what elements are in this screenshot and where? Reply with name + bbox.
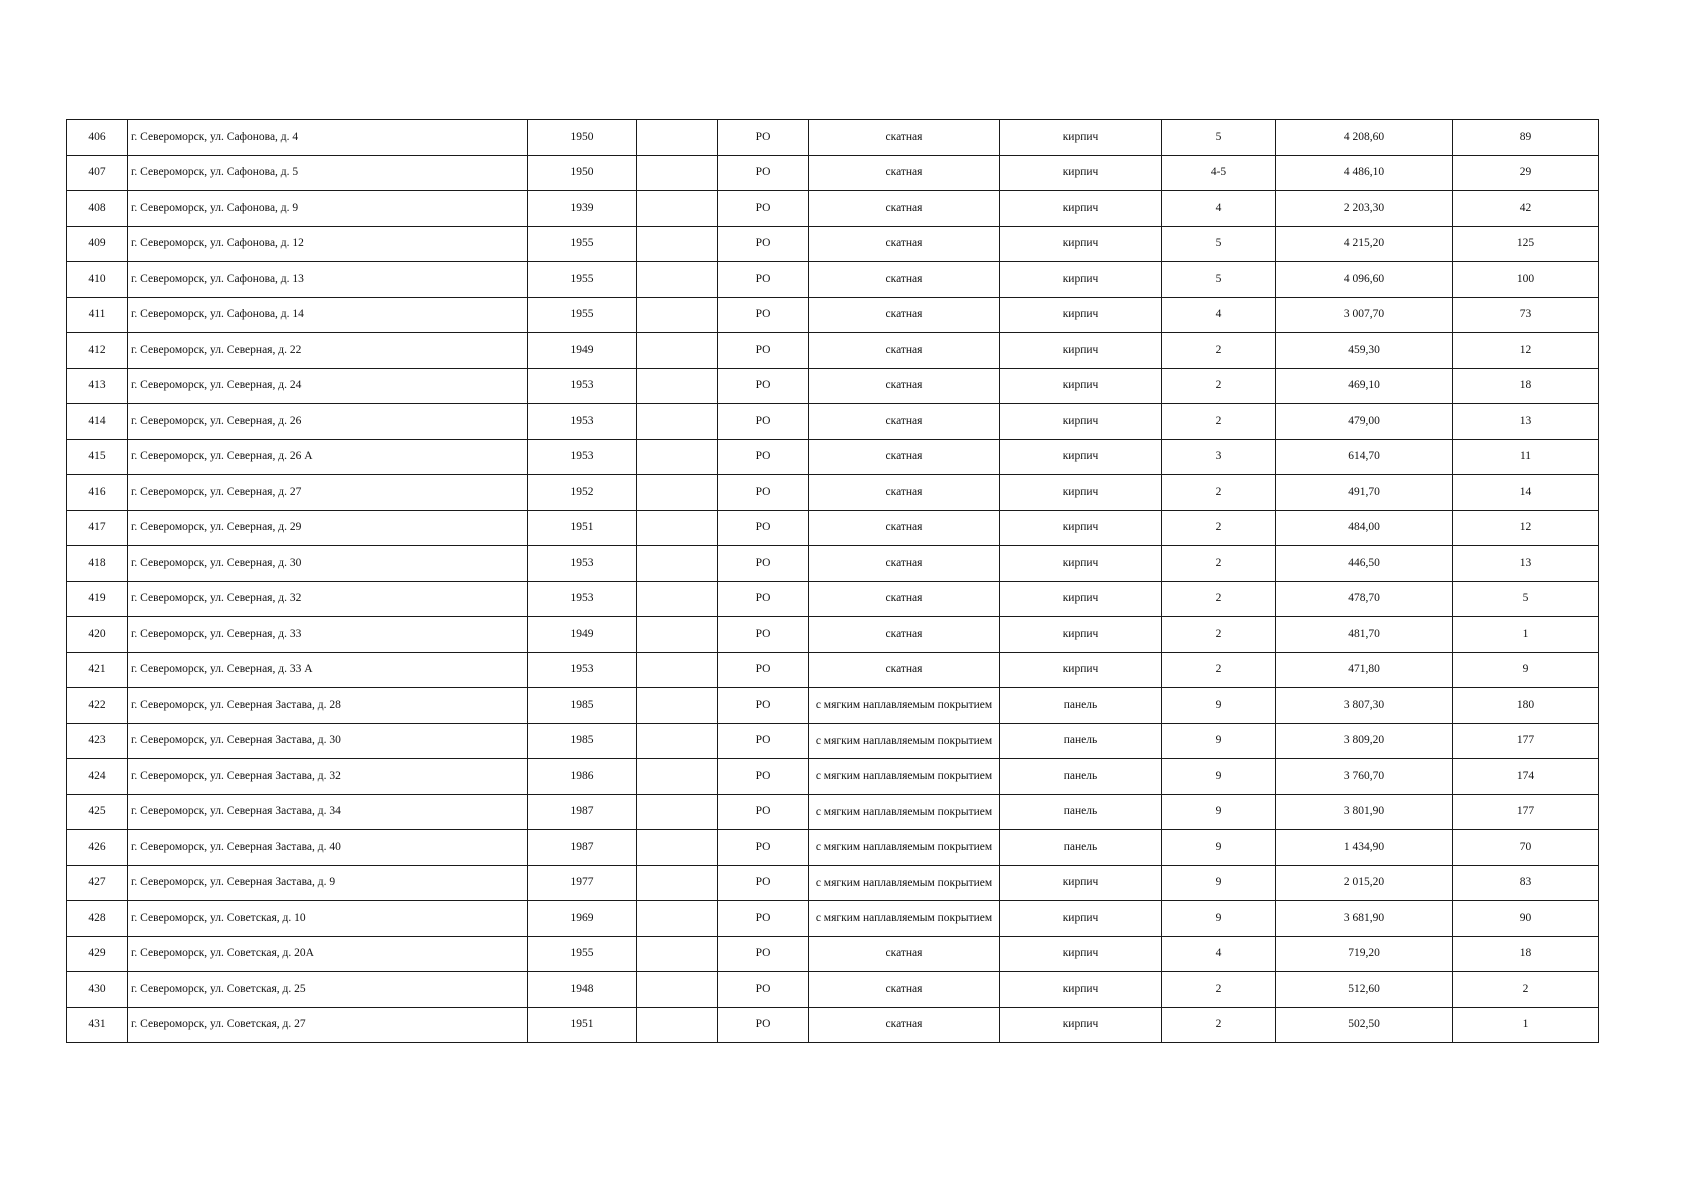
row-number-cell: 419 (67, 581, 128, 617)
area-cell: 3 809,20 (1276, 723, 1453, 759)
floors-cell: 3 (1162, 439, 1276, 475)
table-row (67, 901, 1599, 937)
residents-cell: 90 (1453, 901, 1599, 937)
empty-cell (637, 439, 718, 475)
floors-cell: 2 (1162, 617, 1276, 653)
residents-cell: 125 (1453, 226, 1599, 262)
empty-cell (637, 759, 718, 795)
address-cell: г. Североморск, ул. Советская, д. 25 (128, 972, 528, 1008)
table-row (67, 262, 1599, 298)
wall-material-cell: панель (1000, 688, 1162, 724)
program-cell: РО (718, 546, 809, 582)
empty-cell (637, 794, 718, 830)
program-cell: РО (718, 830, 809, 866)
wall-material-cell: кирпич (1000, 404, 1162, 440)
roof-type-cell: скатная (809, 333, 1000, 369)
year-built-cell: 1949 (528, 617, 637, 653)
table-row (67, 830, 1599, 866)
residents-cell: 18 (1453, 368, 1599, 404)
roof-type-cell: скатная (809, 226, 1000, 262)
table-row (67, 865, 1599, 901)
program-cell: РО (718, 617, 809, 653)
program-cell: РО (718, 297, 809, 333)
year-built-cell: 1977 (528, 865, 637, 901)
year-built-cell: 1951 (528, 510, 637, 546)
floors-cell: 2 (1162, 404, 1276, 440)
address-cell: г. Североморск, ул. Северная Застава, д. 40 (128, 830, 528, 866)
address-cell: г. Североморск, ул. Северная, д. 26 А (128, 439, 528, 475)
wall-material-cell: кирпич (1000, 155, 1162, 191)
address-cell: г. Североморск, ул. Северная Застава, д. 9 (128, 865, 528, 901)
floors-cell: 2 (1162, 510, 1276, 546)
address-cell: г. Североморск, ул. Северная Застава, д. 28 (128, 688, 528, 724)
area-cell: 471,80 (1276, 652, 1453, 688)
empty-cell (637, 865, 718, 901)
address-cell: г. Североморск, ул. Северная, д. 30 (128, 546, 528, 582)
roof-type-cell: скатная (809, 972, 1000, 1008)
program-cell: РО (718, 865, 809, 901)
table-body (67, 120, 1599, 1043)
year-built-cell: 1987 (528, 794, 637, 830)
roof-type-cell: скатная (809, 936, 1000, 972)
area-cell: 512,60 (1276, 972, 1453, 1008)
floors-cell: 9 (1162, 723, 1276, 759)
row-number-cell: 406 (67, 120, 128, 156)
row-number-cell: 409 (67, 226, 128, 262)
residents-cell: 70 (1453, 830, 1599, 866)
area-cell: 3 681,90 (1276, 901, 1453, 937)
residents-cell: 83 (1453, 865, 1599, 901)
area-cell: 478,70 (1276, 581, 1453, 617)
row-number-cell: 407 (67, 155, 128, 191)
address-cell: г. Североморск, ул. Сафонова, д. 5 (128, 155, 528, 191)
empty-cell (637, 901, 718, 937)
table-row (67, 226, 1599, 262)
program-cell: РО (718, 439, 809, 475)
area-cell: 4 208,60 (1276, 120, 1453, 156)
area-cell: 481,70 (1276, 617, 1453, 653)
wall-material-cell: кирпич (1000, 972, 1162, 1008)
address-cell: г. Североморск, ул. Северная Застава, д. 32 (128, 759, 528, 795)
address-cell: г. Североморск, ул. Северная, д. 22 (128, 333, 528, 369)
address-cell: г. Североморск, ул. Северная, д. 32 (128, 581, 528, 617)
empty-cell (637, 581, 718, 617)
program-cell: РО (718, 333, 809, 369)
floors-cell: 9 (1162, 688, 1276, 724)
residents-cell: 12 (1453, 510, 1599, 546)
row-number-cell: 430 (67, 972, 128, 1008)
row-number-cell: 416 (67, 475, 128, 511)
row-number-cell: 431 (67, 1007, 128, 1043)
floors-cell: 9 (1162, 759, 1276, 795)
year-built-cell: 1951 (528, 1007, 637, 1043)
residents-cell: 42 (1453, 191, 1599, 227)
program-cell: РО (718, 191, 809, 227)
area-cell: 1 434,90 (1276, 830, 1453, 866)
residents-cell: 11 (1453, 439, 1599, 475)
wall-material-cell: кирпич (1000, 333, 1162, 369)
program-cell: РО (718, 510, 809, 546)
table-row (67, 155, 1599, 191)
empty-cell (637, 972, 718, 1008)
program-cell: РО (718, 226, 809, 262)
table-row (67, 617, 1599, 653)
row-number-cell: 422 (67, 688, 128, 724)
residents-cell: 180 (1453, 688, 1599, 724)
area-cell: 469,10 (1276, 368, 1453, 404)
roof-type-cell: скатная (809, 510, 1000, 546)
table-row (67, 723, 1599, 759)
address-cell: г. Североморск, ул. Сафонова, д. 9 (128, 191, 528, 227)
empty-cell (637, 688, 718, 724)
year-built-cell: 1949 (528, 333, 637, 369)
row-number-cell: 423 (67, 723, 128, 759)
address-cell: г. Североморск, ул. Северная, д. 29 (128, 510, 528, 546)
floors-cell: 9 (1162, 794, 1276, 830)
table-row (67, 581, 1599, 617)
year-built-cell: 1948 (528, 972, 637, 1008)
wall-material-cell: кирпич (1000, 617, 1162, 653)
wall-material-cell: кирпич (1000, 226, 1162, 262)
area-cell: 614,70 (1276, 439, 1453, 475)
floors-cell: 2 (1162, 475, 1276, 511)
roof-type-cell: с мягким наплавляемым покрытием (809, 794, 1000, 830)
year-built-cell: 1969 (528, 901, 637, 937)
roof-type-cell: с мягким наплавляемым покрытием (809, 830, 1000, 866)
wall-material-cell: кирпич (1000, 581, 1162, 617)
area-cell: 459,30 (1276, 333, 1453, 369)
roof-type-cell: скатная (809, 581, 1000, 617)
area-cell: 446,50 (1276, 546, 1453, 582)
program-cell: РО (718, 759, 809, 795)
empty-cell (637, 830, 718, 866)
residents-cell: 100 (1453, 262, 1599, 298)
roof-type-cell: скатная (809, 546, 1000, 582)
year-built-cell: 1987 (528, 830, 637, 866)
year-built-cell: 1950 (528, 155, 637, 191)
year-built-cell: 1953 (528, 652, 637, 688)
table-row (67, 794, 1599, 830)
year-built-cell: 1955 (528, 226, 637, 262)
empty-cell (637, 617, 718, 653)
wall-material-cell: кирпич (1000, 1007, 1162, 1043)
year-built-cell: 1953 (528, 368, 637, 404)
roof-type-cell: скатная (809, 191, 1000, 227)
wall-material-cell: кирпич (1000, 936, 1162, 972)
empty-cell (637, 546, 718, 582)
wall-material-cell: кирпич (1000, 865, 1162, 901)
residents-cell: 13 (1453, 546, 1599, 582)
floors-cell: 4 (1162, 297, 1276, 333)
floors-cell: 2 (1162, 546, 1276, 582)
empty-cell (637, 1007, 718, 1043)
roof-type-cell: с мягким наплавляемым покрытием (809, 688, 1000, 724)
floors-cell: 5 (1162, 120, 1276, 156)
empty-cell (637, 333, 718, 369)
floors-cell: 9 (1162, 865, 1276, 901)
program-cell: РО (718, 1007, 809, 1043)
table-row (67, 546, 1599, 582)
roof-type-cell: скатная (809, 1007, 1000, 1043)
program-cell: РО (718, 652, 809, 688)
year-built-cell: 1953 (528, 439, 637, 475)
empty-cell (637, 262, 718, 298)
floors-cell: 2 (1162, 1007, 1276, 1043)
wall-material-cell: кирпич (1000, 475, 1162, 511)
table-row (67, 191, 1599, 227)
area-cell: 3 807,30 (1276, 688, 1453, 724)
wall-material-cell: панель (1000, 830, 1162, 866)
year-built-cell: 1955 (528, 297, 637, 333)
residents-cell: 5 (1453, 581, 1599, 617)
address-cell: г. Североморск, ул. Советская, д. 20А (128, 936, 528, 972)
program-cell: РО (718, 262, 809, 298)
program-cell: РО (718, 368, 809, 404)
wall-material-cell: панель (1000, 723, 1162, 759)
residents-cell: 14 (1453, 475, 1599, 511)
address-cell: г. Североморск, ул. Советская, д. 27 (128, 1007, 528, 1043)
address-cell: г. Североморск, ул. Северная Застава, д. 34 (128, 794, 528, 830)
roof-type-cell: скатная (809, 368, 1000, 404)
table-row (67, 120, 1599, 156)
program-cell: РО (718, 972, 809, 1008)
wall-material-cell: кирпич (1000, 439, 1162, 475)
empty-cell (637, 652, 718, 688)
area-cell: 4 486,10 (1276, 155, 1453, 191)
wall-material-cell: кирпич (1000, 652, 1162, 688)
address-cell: г. Североморск, ул. Северная Застава, д. 30 (128, 723, 528, 759)
residents-cell: 2 (1453, 972, 1599, 1008)
wall-material-cell: кирпич (1000, 191, 1162, 227)
residents-cell: 9 (1453, 652, 1599, 688)
row-number-cell: 426 (67, 830, 128, 866)
roof-type-cell: с мягким наплавляемым покрытием (809, 865, 1000, 901)
address-cell: г. Североморск, ул. Сафонова, д. 14 (128, 297, 528, 333)
residents-cell: 29 (1453, 155, 1599, 191)
floors-cell: 2 (1162, 972, 1276, 1008)
residents-cell: 13 (1453, 404, 1599, 440)
address-cell: г. Североморск, ул. Северная, д. 27 (128, 475, 528, 511)
area-cell: 491,70 (1276, 475, 1453, 511)
residents-cell: 174 (1453, 759, 1599, 795)
empty-cell (637, 936, 718, 972)
roof-type-cell: скатная (809, 617, 1000, 653)
address-cell: г. Североморск, ул. Сафонова, д. 13 (128, 262, 528, 298)
wall-material-cell: кирпич (1000, 262, 1162, 298)
row-number-cell: 420 (67, 617, 128, 653)
row-number-cell: 415 (67, 439, 128, 475)
address-cell: г. Североморск, ул. Северная, д. 33 А (128, 652, 528, 688)
roof-type-cell: скатная (809, 404, 1000, 440)
program-cell: РО (718, 155, 809, 191)
floors-cell: 4-5 (1162, 155, 1276, 191)
empty-cell (637, 155, 718, 191)
wall-material-cell: кирпич (1000, 901, 1162, 937)
floors-cell: 2 (1162, 368, 1276, 404)
address-cell: г. Североморск, ул. Сафонова, д. 4 (128, 120, 528, 156)
table-row (67, 368, 1599, 404)
row-number-cell: 417 (67, 510, 128, 546)
area-cell: 2 015,20 (1276, 865, 1453, 901)
empty-cell (637, 120, 718, 156)
row-number-cell: 408 (67, 191, 128, 227)
roof-type-cell: скатная (809, 155, 1000, 191)
year-built-cell: 1953 (528, 546, 637, 582)
residents-cell: 89 (1453, 120, 1599, 156)
program-cell: РО (718, 475, 809, 511)
program-cell: РО (718, 688, 809, 724)
program-cell: РО (718, 723, 809, 759)
area-cell: 484,00 (1276, 510, 1453, 546)
row-number-cell: 414 (67, 404, 128, 440)
year-built-cell: 1986 (528, 759, 637, 795)
table-row (67, 333, 1599, 369)
row-number-cell: 412 (67, 333, 128, 369)
floors-cell: 4 (1162, 936, 1276, 972)
residents-cell: 177 (1453, 794, 1599, 830)
floors-cell: 9 (1162, 901, 1276, 937)
wall-material-cell: панель (1000, 759, 1162, 795)
row-number-cell: 424 (67, 759, 128, 795)
area-cell: 3 760,70 (1276, 759, 1453, 795)
table-row (67, 404, 1599, 440)
area-cell: 3 801,90 (1276, 794, 1453, 830)
empty-cell (637, 191, 718, 227)
address-cell: г. Североморск, ул. Сафонова, д. 12 (128, 226, 528, 262)
year-built-cell: 1985 (528, 723, 637, 759)
residents-cell: 73 (1453, 297, 1599, 333)
program-cell: РО (718, 581, 809, 617)
empty-cell (637, 510, 718, 546)
empty-cell (637, 404, 718, 440)
area-cell: 4 096,60 (1276, 262, 1453, 298)
roof-type-cell: скатная (809, 262, 1000, 298)
table-row (67, 1007, 1599, 1043)
residents-cell: 18 (1453, 936, 1599, 972)
program-cell: РО (718, 901, 809, 937)
floors-cell: 2 (1162, 581, 1276, 617)
residents-cell: 1 (1453, 1007, 1599, 1043)
table-row (67, 759, 1599, 795)
roof-type-cell: с мягким наплавляемым покрытием (809, 759, 1000, 795)
wall-material-cell: кирпич (1000, 368, 1162, 404)
year-built-cell: 1985 (528, 688, 637, 724)
roof-type-cell: с мягким наплавляемым покрытием (809, 901, 1000, 937)
table-row (67, 972, 1599, 1008)
roof-type-cell: скатная (809, 652, 1000, 688)
program-cell: РО (718, 794, 809, 830)
wall-material-cell: кирпич (1000, 297, 1162, 333)
floors-cell: 2 (1162, 333, 1276, 369)
row-number-cell: 429 (67, 936, 128, 972)
area-cell: 719,20 (1276, 936, 1453, 972)
program-cell: РО (718, 404, 809, 440)
wall-material-cell: кирпич (1000, 120, 1162, 156)
area-cell: 3 007,70 (1276, 297, 1453, 333)
housing-stock-table (66, 119, 1599, 1043)
program-cell: РО (718, 120, 809, 156)
table-row (67, 475, 1599, 511)
row-number-cell: 413 (67, 368, 128, 404)
floors-cell: 9 (1162, 830, 1276, 866)
year-built-cell: 1952 (528, 475, 637, 511)
roof-type-cell: скатная (809, 439, 1000, 475)
row-number-cell: 418 (67, 546, 128, 582)
table-row (67, 297, 1599, 333)
roof-type-cell: с мягким наплавляемым покрытием (809, 723, 1000, 759)
address-cell: г. Североморск, ул. Северная, д. 26 (128, 404, 528, 440)
floors-cell: 4 (1162, 191, 1276, 227)
year-built-cell: 1950 (528, 120, 637, 156)
empty-cell (637, 226, 718, 262)
residents-cell: 12 (1453, 333, 1599, 369)
floors-cell: 5 (1162, 226, 1276, 262)
area-cell: 502,50 (1276, 1007, 1453, 1043)
wall-material-cell: панель (1000, 794, 1162, 830)
row-number-cell: 410 (67, 262, 128, 298)
address-cell: г. Североморск, ул. Советская, д. 10 (128, 901, 528, 937)
year-built-cell: 1955 (528, 936, 637, 972)
residents-cell: 177 (1453, 723, 1599, 759)
year-built-cell: 1955 (528, 262, 637, 298)
row-number-cell: 427 (67, 865, 128, 901)
empty-cell (637, 723, 718, 759)
table-row (67, 652, 1599, 688)
area-cell: 4 215,20 (1276, 226, 1453, 262)
row-number-cell: 428 (67, 901, 128, 937)
table-row (67, 688, 1599, 724)
empty-cell (637, 297, 718, 333)
empty-cell (637, 475, 718, 511)
table-row (67, 936, 1599, 972)
wall-material-cell: кирпич (1000, 546, 1162, 582)
area-cell: 2 203,30 (1276, 191, 1453, 227)
roof-type-cell: скатная (809, 120, 1000, 156)
row-number-cell: 411 (67, 297, 128, 333)
empty-cell (637, 368, 718, 404)
program-cell: РО (718, 936, 809, 972)
table-row (67, 439, 1599, 475)
area-cell: 479,00 (1276, 404, 1453, 440)
floors-cell: 5 (1162, 262, 1276, 298)
wall-material-cell: кирпич (1000, 510, 1162, 546)
table-row (67, 510, 1599, 546)
residents-cell: 1 (1453, 617, 1599, 653)
year-built-cell: 1953 (528, 404, 637, 440)
roof-type-cell: скатная (809, 297, 1000, 333)
roof-type-cell: скатная (809, 475, 1000, 511)
address-cell: г. Североморск, ул. Северная, д. 33 (128, 617, 528, 653)
year-built-cell: 1939 (528, 191, 637, 227)
address-cell: г. Североморск, ул. Северная, д. 24 (128, 368, 528, 404)
year-built-cell: 1953 (528, 581, 637, 617)
floors-cell: 2 (1162, 652, 1276, 688)
row-number-cell: 425 (67, 794, 128, 830)
row-number-cell: 421 (67, 652, 128, 688)
